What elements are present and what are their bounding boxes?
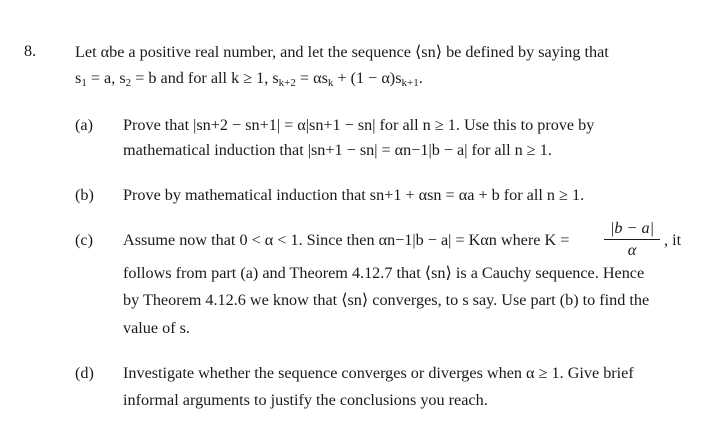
intro-line-1: Let αbe a positive real number, and let the sequence ⟨sn⟩ be defined by saying that xyxy=(75,43,609,61)
part-d-line-1: Investigate whether the sequence converges or diverges when α ≥ 1. Give brief xyxy=(123,364,634,382)
part-a-line-1: Prove that |sn+2 − sn+1| = α|sn+1 − sn| for all n ≥ 1. Use this to prove by xyxy=(123,116,595,134)
math-s2: s xyxy=(119,69,126,87)
part-c-line-2: follows from part (a) and Theorem 4.12.7 that ⟨sn⟩ is a Cauchy sequence. Hence xyxy=(123,264,645,282)
part-d-label: (d) xyxy=(75,364,94,382)
part-c-line-1: Assume now that 0 < α < 1. Since then αn−1|b − a| = Kαn where K = xyxy=(123,231,570,249)
sub-2: 2 xyxy=(125,77,132,89)
part-a-label: (a) xyxy=(75,116,93,134)
sub-1: 1 xyxy=(81,77,87,89)
fraction-numerator: |b − a| xyxy=(604,219,660,240)
sub-k: k xyxy=(327,77,334,89)
part-c-line-3: by Theorem 4.12.6 we know that ⟨sn⟩ converges, to s say. Use part (b) to find the xyxy=(123,291,650,309)
intro-line-2 xyxy=(75,68,423,88)
part-b-label: (b) xyxy=(75,186,94,204)
part-c-line-1-end: , it xyxy=(664,231,682,249)
sub-k1: k+1 xyxy=(401,77,419,89)
fraction-denominator: α xyxy=(627,241,637,259)
part-c-line-4: value of s. xyxy=(123,319,190,337)
text-eq2: = b and for all k ≥ 1, xyxy=(131,69,273,87)
text-eq4: + (1 − α)s xyxy=(333,69,402,87)
part-b-line-1: Prove by mathematical induction that sn+1 + αsn = αa + b for all n ≥ 1. xyxy=(123,186,585,204)
sub-k2: k+2 xyxy=(278,77,296,89)
question-number: 8. xyxy=(24,42,37,60)
text-eq3: = αs xyxy=(295,69,328,87)
part-c-label: (c) xyxy=(75,231,93,249)
math-sk2: s xyxy=(272,69,279,87)
text-end: . xyxy=(418,69,423,87)
text-eq1: = a, xyxy=(86,69,120,87)
math-s1: s xyxy=(75,69,82,87)
k-fraction xyxy=(604,219,660,260)
part-d-line-2: informal arguments to justify the conclusions you reach. xyxy=(123,391,488,409)
part-a-line-2: mathematical induction that |sn+1 − sn| = αn−1|b − a| for all n ≥ 1. xyxy=(123,141,552,159)
